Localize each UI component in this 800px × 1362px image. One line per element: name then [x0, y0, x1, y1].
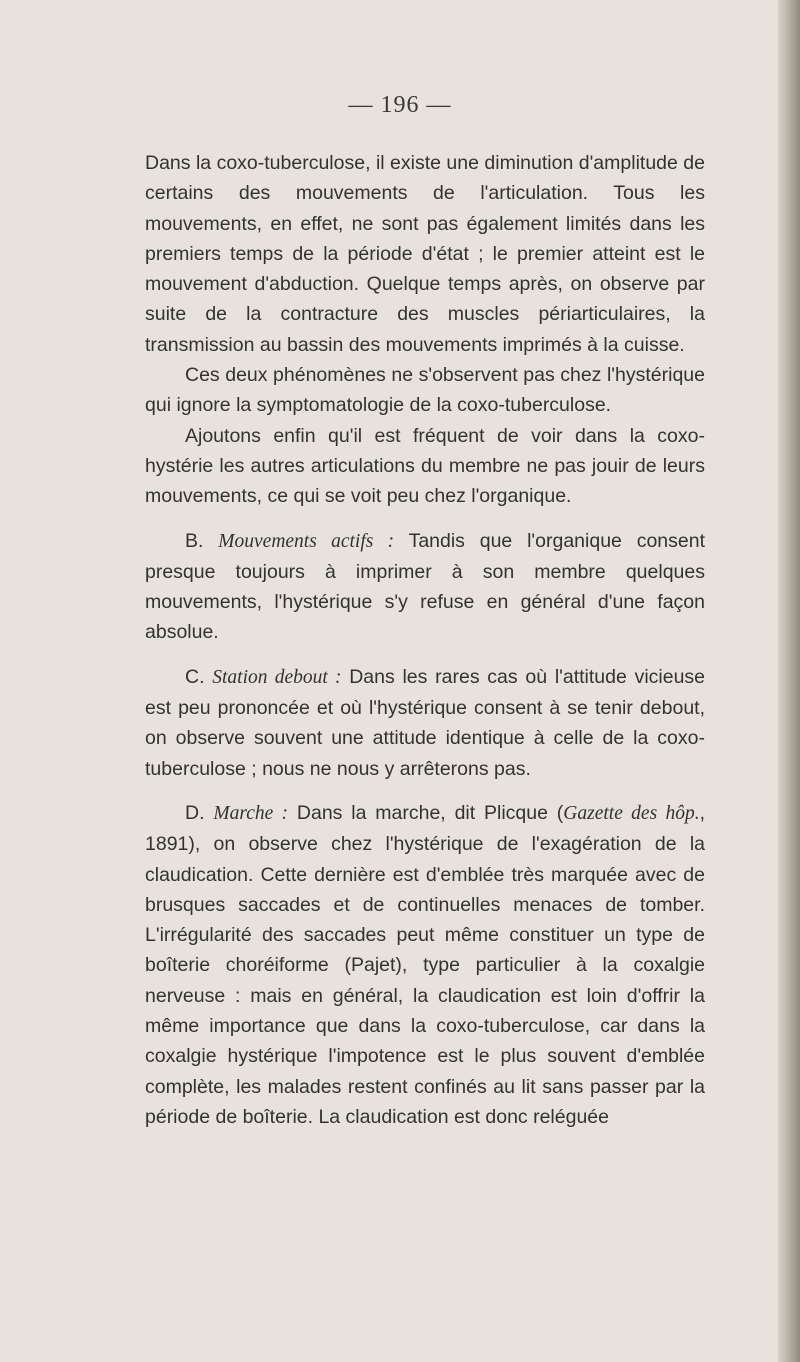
section-c-standing — [145, 662, 705, 784]
section-c-label: C. — [185, 665, 205, 688]
section-b-active-movements — [145, 526, 705, 648]
section-d-heading: Marche : — [213, 802, 289, 824]
section-c-heading: Station debout : — [212, 666, 342, 688]
paragraph-amplitude: Dans la coxo-tuberculose, il existe une diminution d'amplitude de certains des mouvements de l'articulation. Tous les mouvements, en effet, ne sont pas également limités dans les premiers temps de la période d'état ; le premier atteint est le mouvement d'abduction. Quelque temps après, on observe par suite de la contracture des muscles périarticulaires, la transmission au bassin des mouvements imprimés à la cuisse. — [145, 152, 705, 356]
page-edge-shadow — [778, 0, 800, 1362]
section-c-text: Dans les rares cas où l'attitude vicieuse est peu prononcée et où l'hystérique consent à se tenir debout, on observe souvent une attitude identique à celle de la coxo-tuberculose ; nous ne nous y arrêterons pas. — [145, 665, 706, 780]
paragraph-other-joints: Ajoutons enfin qu'il est fréquent de voir dans la coxo-hystérie les autres articulations du membre ne pas jouir de leurs mouvements, ce qui se voit peu chez l'organique. — [145, 424, 705, 508]
section-b-label: B. — [185, 529, 204, 552]
section-b-heading: Mouvements actifs : — [218, 530, 395, 552]
paragraph-phenomena: Ces deux phénomènes ne s'observent pas chez l'hystérique qui ignore la symptomatologie de la coxo-tuberculose. — [145, 364, 705, 417]
section-d-citation: Gazette des hôp. — [563, 802, 700, 824]
section-d-text-after: , 1891), on observe chez l'hystérique de l'exagération de la claudication. Cette dernière est d'emblée très marquée avec de brusques saccades et de continuelles menaces de tomber. L'irrégularité des saccades peut même constituer un type de boîterie choréiforme (Pajet), type particulier à la coxalgie nerveuse : mais en général, la claudication est loin d'offrir la même importance que dans la coxo-tuberculose, car dans la coxalgie hystérique l'impotence est le plus souvent d'emblée complète, les malades restent confinés au lit sans passer par la période de boîterie. La claudication est donc reléguée — [145, 801, 705, 1128]
section-d-text-before: Dans la marche, dit Plicque ( — [296, 801, 564, 824]
section-b-text: Tandis que l'organique consent presque toujours à imprimer à son membre quelques mouvements, l'hystérique s'y refuse en général d'une façon absolue. — [145, 529, 705, 644]
section-d-walking — [145, 798, 705, 1132]
page-number: — 196 — — [348, 92, 452, 118]
body-text — [145, 148, 705, 1132]
section-d-label: D. — [185, 801, 205, 824]
